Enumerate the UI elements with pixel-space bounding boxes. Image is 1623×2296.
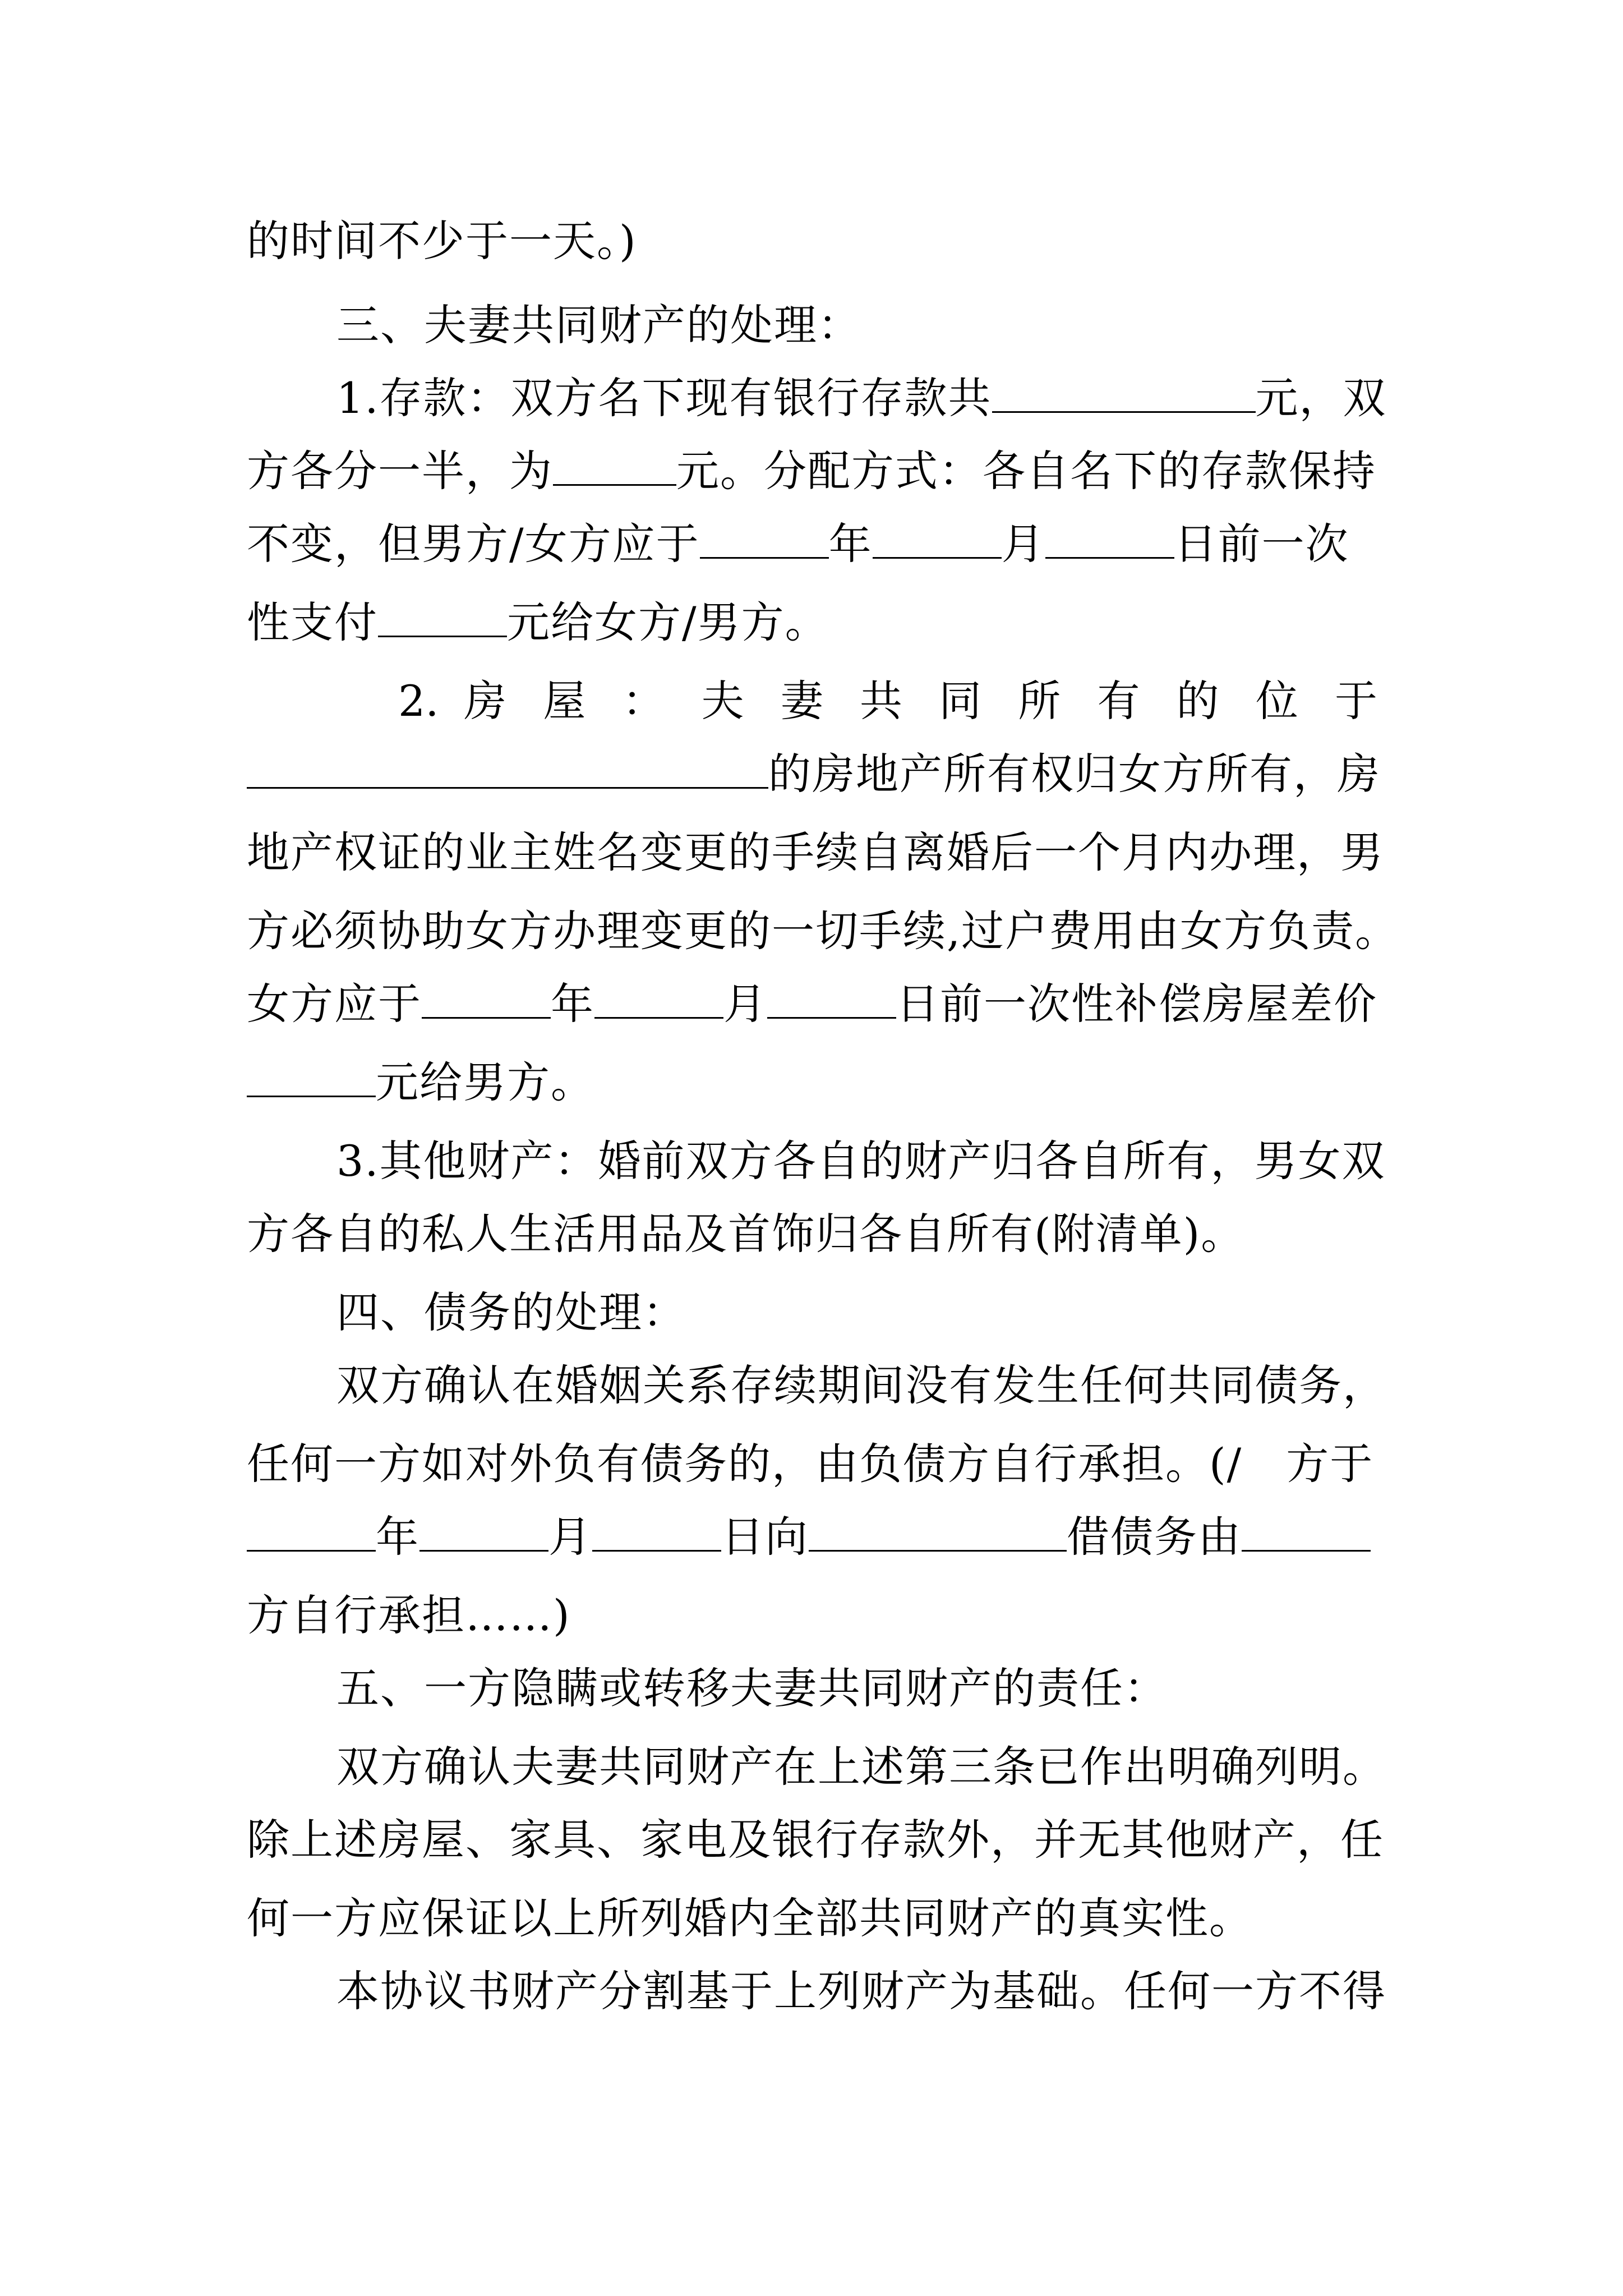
blank-field xyxy=(422,978,551,1019)
text-line xyxy=(247,976,1377,1032)
text-line xyxy=(247,443,1377,499)
text-line xyxy=(247,1588,1377,1644)
text-line xyxy=(247,1812,1384,1868)
text-line xyxy=(247,1436,1377,1492)
text-line xyxy=(247,1509,1377,1565)
text-segment: 元给男方。 xyxy=(376,1057,594,1107)
section-heading xyxy=(336,297,1467,353)
text-segment: 借债务由 xyxy=(1067,1512,1242,1562)
blank-field xyxy=(247,1511,376,1552)
text-segment: 本协议书财产分割基于上列财产为基础。任何一方不得 xyxy=(336,1966,1386,2016)
blank-field xyxy=(419,1511,548,1552)
blank-field xyxy=(592,1511,721,1552)
blank-field xyxy=(594,978,723,1019)
text-segment: 月 xyxy=(548,1512,592,1562)
text-segment: 年 xyxy=(376,1512,419,1562)
text-line xyxy=(247,516,1377,572)
text-segment: 任何一方如对外负有债务的，由负债方自行承担。(/ 方于 xyxy=(247,1439,1374,1489)
text-line xyxy=(247,595,1377,651)
blank-field xyxy=(767,978,896,1019)
text-segment: 年 xyxy=(551,979,594,1029)
text-line xyxy=(336,1739,1402,1795)
text-line xyxy=(336,370,1387,426)
blank-field xyxy=(809,1511,1067,1552)
text-line: 2. 房 屋 ： 夫 妻 共 同 所 有 的 位 于 xyxy=(398,676,1377,726)
blank-field xyxy=(992,372,1256,413)
text-segment: 日前一次 xyxy=(1174,519,1349,569)
blank-field xyxy=(1045,518,1174,559)
text-segment: 3.其他财产：婚前双方各自的财产归各自所有，男女双 xyxy=(336,1136,1386,1186)
text-segment: 三、夫妻共同财产的处理： xyxy=(336,300,861,350)
text-segment: 1.存款：双方名下现有银行存款共 xyxy=(336,373,992,423)
blank-field xyxy=(247,1056,376,1097)
text-segment: 何一方应保证以上所列婚内全部共同财产的真实性。 xyxy=(247,1893,1253,1943)
text-segment: 地产权证的业主姓名变更的手续自离婚后一个月内办理，男 xyxy=(247,827,1384,877)
text-segment: 除上述房屋、家具、家电及银行存款外，并无其他财产，任 xyxy=(247,1815,1384,1865)
text-line xyxy=(247,1206,1377,1262)
text-segment: 方必须协助女方办理变更的一切手续,过户费用由女方负责。 xyxy=(247,906,1399,956)
text-segment: 女方应于 xyxy=(247,979,422,1029)
text-segment: 双方确认夫妻共同财产在上述第三条已作出明确列明。 xyxy=(336,1742,1386,1792)
text-segment: 方各自的私人生活用品及首饰归各自所有(附清单)。 xyxy=(247,1209,1245,1259)
blank-field xyxy=(247,748,768,789)
text-segment: 日前一次性补偿房屋差价 xyxy=(896,979,1377,1029)
text-line xyxy=(336,1963,1386,2019)
blank-field xyxy=(553,445,676,486)
text-segment: 元给女方/男方。 xyxy=(507,597,829,647)
section-heading xyxy=(336,1660,1467,1717)
blank-field xyxy=(1242,1511,1371,1552)
text-line xyxy=(336,1358,1402,1414)
text-segment: 的房地产所有权归女方所有，房 xyxy=(768,749,1381,799)
text-segment: 双方确认在婚姻关系存续期间没有发生任何共同债务， xyxy=(336,1360,1386,1410)
blank-field xyxy=(700,518,829,559)
text-line xyxy=(247,825,1384,881)
text-line xyxy=(247,1055,1377,1111)
text-segment: 方自行承担……) xyxy=(247,1590,571,1640)
text-line xyxy=(247,1890,1377,1947)
text-segment: 的时间不少于一天。) xyxy=(247,216,637,266)
text-segment: 四、债务的处理： xyxy=(336,1287,686,1337)
text-segment: 元，双 xyxy=(1255,373,1387,423)
text-segment: 方各分一半，为 xyxy=(247,446,553,496)
text-segment: 不变，但男方/女方应于 xyxy=(247,519,700,569)
text-segment: 月 xyxy=(1001,519,1045,569)
text-line xyxy=(336,1133,1386,1189)
blank-field xyxy=(378,596,507,637)
text-segment: 月 xyxy=(723,979,767,1029)
text-segment: 五、一方隐瞒或转移夫妻共同财产的责任： xyxy=(336,1663,1168,1713)
text-segment: 日向 xyxy=(721,1512,809,1562)
text-segment: 元。分配方式：各自名下的存款保持 xyxy=(676,446,1376,496)
section-heading xyxy=(336,1285,1467,1341)
text-line xyxy=(247,746,1381,802)
text-segment: 年 xyxy=(828,519,873,569)
text-segment: 性支付 xyxy=(247,597,378,647)
text-line xyxy=(247,213,1377,269)
blank-field xyxy=(873,518,1002,559)
text-line xyxy=(247,903,1399,959)
